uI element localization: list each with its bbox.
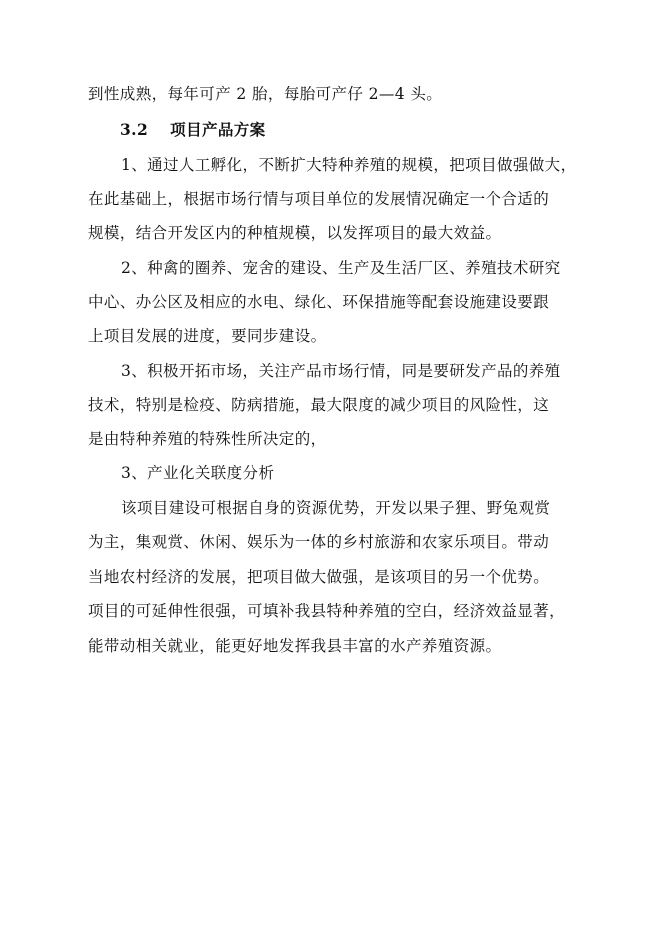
subheading: 3、产业化关联度分析 [121,464,275,482]
paragraph-3-line-2: 技术，特别是检疫、防病措施，最大限度的减少项目的风险性，这 [88,396,550,414]
paragraph-4-line-5: 能带动相关就业，能更好地发挥我县丰富的水产养殖资源。 [88,637,502,655]
paragraph-1-line-3: 规模，结合开发区内的种植规模，以发挥项目的最大效益。 [88,224,502,242]
paragraph-3-line-3: 是由特种养殖的特殊性所决定的， [88,430,327,448]
paragraph-4-line-4: 项目的可延伸性很强，可填补我县特种养殖的空白，经济效益显著， [88,602,566,620]
paragraph-2-line-3: 上项目发展的进度，要同步建设。 [88,327,327,345]
paragraph-1-line-2: 在此基础上，根据市场行情与项目单位的发展情况确定一个合适的 [88,190,550,208]
paragraph-3-line-1: 3、积极开拓市场，关注产品市场行情，同是要研发产品的养殖 [121,362,561,380]
paragraph-2-line-2: 中心、办公区及相应的水电、绿化、环保措施等配套设施建设要跟 [88,293,550,311]
intro-line: 到性成熟，每年可产 2 胎，每胎可产仔 2—4 头。 [88,85,443,103]
paragraph-4-line-2: 为主，集观赏、休闲、娱乐为一体的乡村旅游和农家乐项目。带动 [88,533,550,551]
section-title: 项目产品方案 [170,120,266,139]
paragraph-2-line-1: 2、种禽的圈养、宠舍的建设、生产及生活厂区、养殖技术研究 [121,259,561,277]
paragraph-1-line-1: 1、通过人工孵化，不断扩大特种养殖的规模，把项目做强做大， [121,156,577,174]
section-number: 3.2 [120,120,149,139]
paragraph-4-line-1: 该项目建设可根据自身的资源优势，开发以果子狸、野兔观赏 [121,499,551,517]
section-heading [120,120,266,140]
paragraph-4-line-3: 当地农村经济的发展，把项目做大做强，是该项目的另一个优势。 [88,568,550,586]
